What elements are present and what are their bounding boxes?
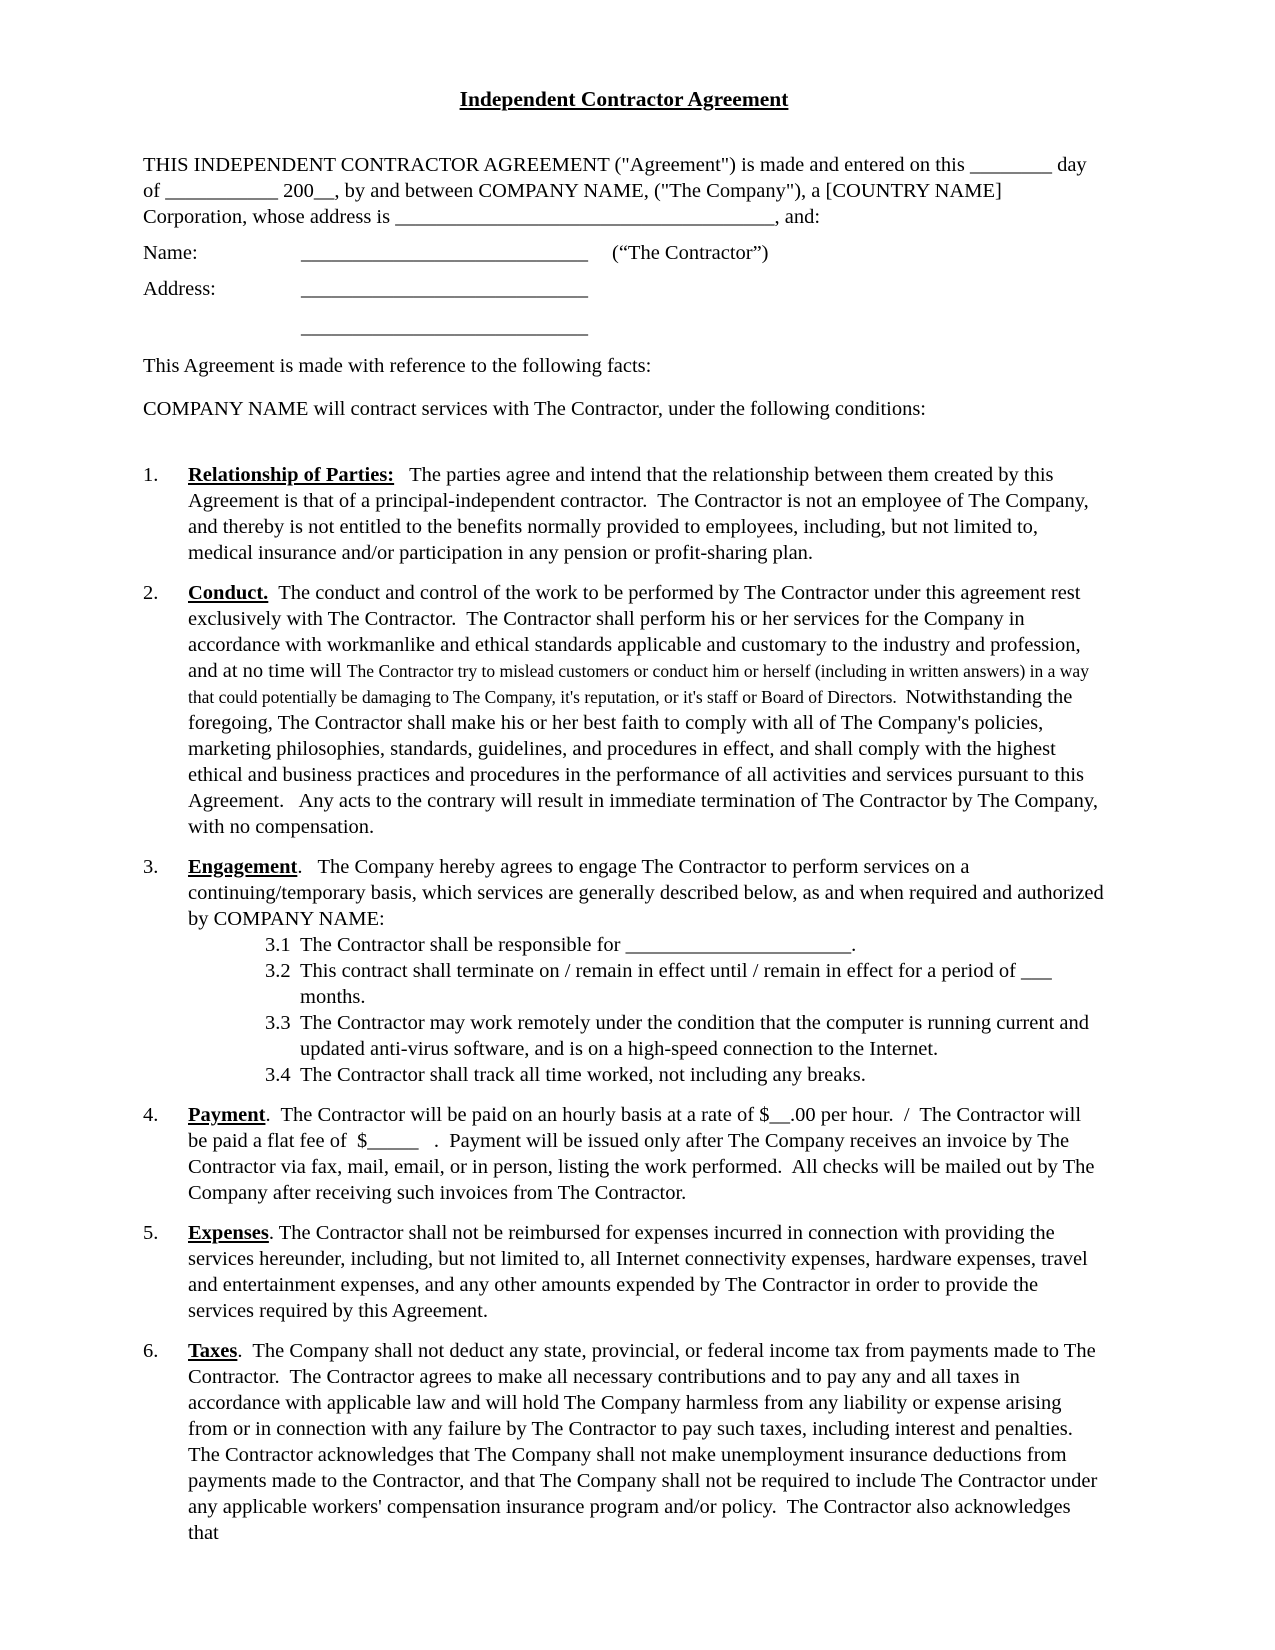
name-label: Name: — [143, 242, 198, 264]
address-field-row — [143, 276, 1105, 302]
name-blank-line: ____________________________ — [301, 242, 588, 264]
subitem-text: The Contractor shall track all time worked, not including any breaks. — [300, 1064, 866, 1086]
section-taxes — [143, 1338, 1105, 1546]
subitem-text: The Contractor shall be responsible for ______________________. — [300, 934, 857, 956]
subitem-number: 3.1 — [265, 934, 291, 956]
subitem-number: 3.2 — [265, 960, 291, 982]
section-number: 1. — [143, 464, 159, 486]
intro-paragraph: THIS INDEPENDENT CONTRACTOR AGREEMENT ("Agreement") is made and entered on this ________ day of ___________ 200__, by and between COMPANY NAME, ("The Company"), a [COUNTRY NAME] Corporation, whose address is _____________________________________, and: — [143, 154, 1092, 228]
address-label: Address: — [143, 278, 216, 300]
address-field-row-2 — [143, 314, 1105, 340]
conditions-statement: COMPANY NAME will contract services with The Contractor, under the following conditions: — [143, 398, 927, 420]
subitem-3-3 — [143, 1010, 1105, 1062]
section-heading-suffix: . — [265, 1104, 271, 1126]
section-heading: Relationship of Parties: — [188, 464, 395, 486]
section-body: The Contractor will be paid on an hourly basis at a rate of $__.00 per hour. / The Contractor will be paid a flat fee of $_____ . Payment will be issued only after The Company receives an invoice by The Contractor via fax, mail, email, or in person, listing the work performed. All checks will be mailed out by The Company after receiving such invoices from The Contractor. — [188, 1104, 1100, 1204]
section-body: Notwithstanding the foregoing, The Contractor shall make his or her best faith to comply with all of The Company's policies, marketing philosophies, standards, guidelines, and procedures in effect, and shall comply with the highest ethical and business practices and procedures in the performance of all activities and services pursuant to this Agreement. Any acts to the contrary will result in immediate termination of The Contractor by The Company, with no compensation. — [188, 686, 1104, 838]
section-number: 6. — [143, 1340, 159, 1362]
section-payment — [143, 1102, 1105, 1206]
section-conduct — [143, 580, 1105, 840]
section-body: The Contractor shall not be reimbursed for expenses incurred in connection with providing the services hereunder, including, but not limited to, all Internet connectivity expenses, hardware expenses, travel and entertainment expenses, and any other amounts expended by The Contractor in order to provide the services required by this Agreement. — [188, 1222, 1093, 1322]
section-number: 3. — [143, 856, 159, 878]
section-number: 5. — [143, 1222, 159, 1244]
address-blank-line-1: ____________________________ — [301, 278, 588, 300]
document-title: Independent Contractor Agreement — [459, 87, 789, 111]
section-heading: Engagement — [188, 856, 298, 878]
section-heading-suffix: . — [237, 1340, 243, 1362]
reference-statement: This Agreement is made with reference to the following facts: — [143, 355, 652, 377]
name-field-row — [143, 240, 1105, 266]
section-heading-suffix: . — [268, 1222, 275, 1244]
section-number: 4. — [143, 1104, 159, 1126]
section-body: The conduct and control of the work to be performed by The Contractor under this agreement rest exclusively with The Contractor. The Contractor shall perform his or her services for the Company in accordance with workmanlike and ethical standards applicable and customary to the industry and profession, and at no time will — [188, 582, 1086, 682]
subitem-3-1 — [143, 932, 1105, 958]
subitem-number: 3.3 — [265, 1012, 291, 1034]
section-body-small-print: The Contractor try to mislead customers or conduct him or herself (including in written answers) in a way that could potentially be damaging to The Company, it's reputation, or it's staff or Board of Directors. — [188, 661, 1094, 707]
section-body: The parties agree and intend that the relationship between them created by this Agreement is that of a principal-independent contractor. The Contractor is not an employee of The Company, and thereby is not entitled to the benefits normally provided to employees, including, but not limited to, medical insurance and/or participation in any pension or profit-sharing plan. — [188, 464, 1094, 564]
section-expenses — [143, 1220, 1105, 1324]
subitem-text: This contract shall terminate on / remain in effect until / remain in effect for a period of ___ months. — [300, 960, 1057, 1008]
section-heading: Expenses — [188, 1222, 269, 1244]
section-relationship-of-parties — [143, 462, 1105, 566]
subitem-text: The Contractor may work remotely under the condition that the computer is running current and updated anti-virus software, and is on a high-speed connection to the Internet. — [300, 1012, 1095, 1060]
section-engagement — [143, 854, 1109, 932]
address-blank-line-2: ____________________________ — [301, 316, 588, 338]
subitem-number: 3.4 — [265, 1064, 291, 1086]
section-heading-suffix: . — [297, 856, 303, 878]
section-heading: Payment — [188, 1104, 266, 1126]
clauses-list — [143, 462, 1109, 1546]
subitem-3-4 — [143, 1062, 1105, 1088]
contractor-designation: (“The Contractor”) — [612, 242, 769, 264]
section-body: The Company hereby agrees to engage The Contractor to perform services on a continuing/temporary basis, which services are generally described below, as and when required and authorized by COMPANY NAME: — [188, 856, 1109, 930]
section-heading: Conduct. — [188, 582, 269, 604]
engagement-subitems — [143, 932, 1105, 1088]
section-body: The Company shall not deduct any state, provincial, or federal income tax from payments made to The Contractor. The Contractor agrees to make all necessary contributions and to pay any and all taxes in accordance with applicable law and will hold The Company harmless from any liability or expense arising from or in connection with any failure by The Contractor to pay such taxes, including interest and penalties. The Contractor acknowledges that The Company shall not make unemployment insurance deductions from payments made to the Contractor, and that The Company shall not be required to include The Contractor under any applicable workers' compensation insurance program and/or policy. The Contractor also acknowledges that — [188, 1340, 1103, 1544]
section-number: 2. — [143, 582, 159, 604]
subitem-3-2 — [143, 958, 1105, 1010]
section-heading: Taxes — [188, 1340, 238, 1362]
